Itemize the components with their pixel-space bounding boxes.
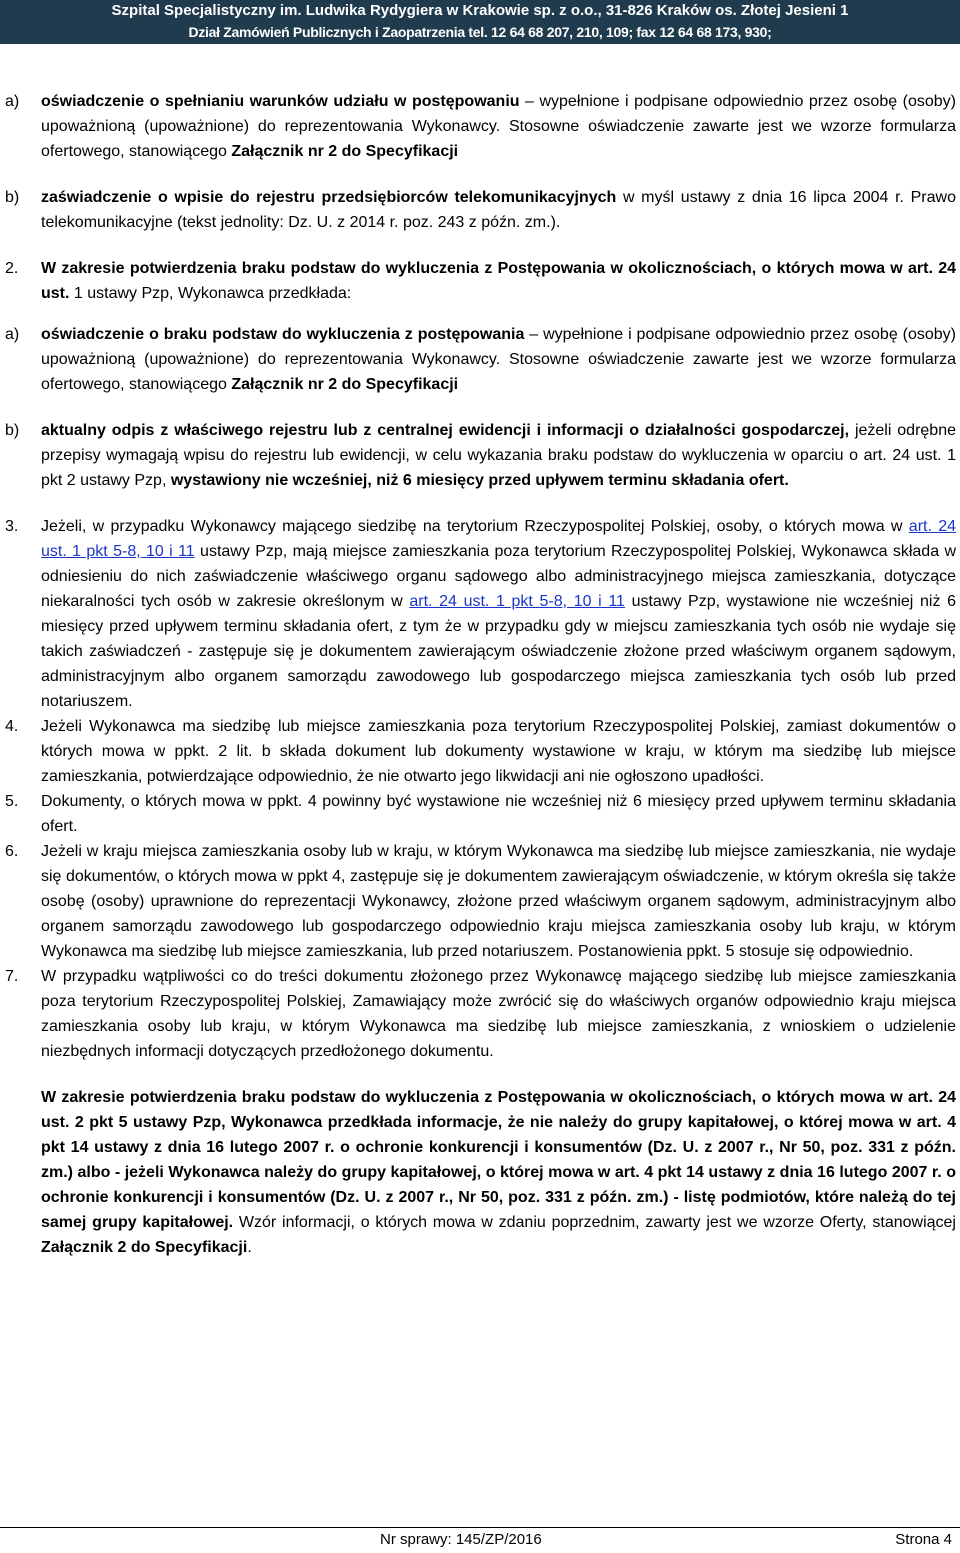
bold-text: oświadczenie o braku podstaw do wykluczenia z postępowania (41, 326, 525, 343)
bold-text: aktualny odpis z właściwego rejestru lub z centralnej ewidencji i informacji o działalności gospodarczej, (41, 422, 850, 439)
bold-text: Załącznik nr 2 do Specyfikacji (231, 143, 459, 160)
body-text: Dokumenty, o których mowa w ppkt. 4 powinny być wystawione nie wcześniej niż 6 miesięcy przed upływem terminu składania ofert. (41, 793, 956, 835)
list-marker: 6. (5, 843, 19, 860)
list-marker: 5. (5, 793, 19, 810)
list-marker: a) (5, 326, 20, 343)
list-marker: 7. (5, 968, 19, 985)
body-text: Wzór informacji, o których mowa w zdaniu poprzednim, zawarty jest we wzorze Oferty, stanowiącej (233, 1214, 956, 1231)
law-link[interactable]: art. 24 ust. 1 pkt 5-8, 10 i 11 (409, 593, 625, 610)
law-link[interactable]: art. 24 ust. 1 pkt 5-8, 10 i 11 (41, 518, 957, 560)
list-marker: 4. (5, 718, 19, 735)
body-text: W przypadku wątpliwości co do treści dokumentu złożonego przez Wykonawcę mającego siedzibę lub miejsce zamieszkania poza terytorium Rzeczypospolitej Polskiej, Zamawiający może zwrócić się do właściwych organów odpowiednio kraju miejsca zamieszkania osoby lub kraju, w którym Wykonawca ma siedzibę lub miejsce zamieszkania, z wnioskiem o udzielenie niezbędnych informacji dotyczących przedłożonego dokumentu. (41, 968, 956, 1060)
bold-text: W zakresie potwierdzenia braku podstaw do wykluczenia z Postępowania w okolicznościach, o których mowa w art. 24 ust. (41, 260, 956, 302)
section-6 (0, 839, 960, 964)
bold-text: W zakresie potwierdzenia braku podstaw do wykluczenia z Postępowania w okolicznościach, o których mowa w art. 24 ust. 2 pkt 5 ustawy Pzp, Wykonawca przedkłada informacje, że nie należy do grupy kapitałowej, o której mowa w art. 4 pkt 14 ustawy z dnia 16 lutego 2007 r. o ochronie konkurencji i konsumentów (Dz. U. z 2007 r., Nr 50, poz. 331 z późn. zm.) albo - jeżeli Wykonawca należy do grupy kapitałowej, o której mowa w art. 4 pkt 14 ustawy z dnia 16 lutego 2007 r. o ochronie konkurencji i konsumentów (Dz. U. z 2007 r., Nr 50, poz. 331 z późn. zm.) - listę podmiotów, które należą do tej samej grupy kapitałowej. (41, 1089, 956, 1231)
body-text: jeżeli odrębne przepisy wymagają wpisu do rejestru lub ewidencji, w celu wykazania braku podstaw do wykluczenia w oparciu o art. 24 ust. 1 pkt 2 ustawy Pzp, (41, 422, 956, 489)
body-text: – wypełnione i podpisane odpowiednio przez osobę (osoby) upoważnioną (upoważnione) do reprezentowania Wykonawcy. Stosowne oświadczenie zawarte jest we wzorze formularza ofertowego, stanowiącego (41, 93, 956, 160)
body-text: 1 ustawy Pzp, Wykonawca przedkłada: (69, 285, 352, 302)
body-text: Jeżeli, w przypadku Wykonawcy mającego siedzibę na terytorium Rzeczypospolitej Polskiej, osoby, o których mowa w (41, 518, 909, 535)
page-header (0, 0, 960, 44)
list-marker: 2. (5, 260, 19, 277)
list-item-a2 (0, 322, 960, 397)
list-marker: 3. (5, 518, 19, 535)
body-text: . (247, 1239, 252, 1256)
list-marker: b) (5, 189, 20, 206)
section-3 (0, 514, 960, 714)
body-text: – wypełnione i podpisane odpowiednio przez osobę (osoby) upoważnioną (upoważnione) do reprezentowania Wykonawcy. Stosowne oświadczenie zawarte jest we wzorze formularza ofertowego, stanowiącego (41, 326, 956, 393)
bold-text: oświadczenie o spełnianiu warunków udziału w postępowaniu (41, 93, 520, 110)
footer-divider (0, 1527, 960, 1528)
section-2 (0, 256, 960, 306)
bold-text: zaświadczenie o wpisie do rejestru przedsiębiorców telekomunikacyjnych (41, 189, 617, 206)
body-text: Jeżeli w kraju miejsca zamieszkania osoby lub w kraju, w którym Wykonawca ma siedzibę lub miejsce zamieszkania, nie wydaje się dokumentów, o których mowa w ppkt 4, zastępuje się je dokumentem zawierającym oświadczenie, w którym określa się także osobę (osoby) uprawnione do reprezentacji Wykonawcy, złożone przed właściwym organem sądowym, administracyjnym albo organem samorządu zawodowego lub gospodarczego odpowiednio kraju miejsca zamieszkania osoby lub kraju, w którym Wykonawca ma siedzibę lub miejsce zamieszkania, lub przed notariuszem. Postanowienia ppkt. 5 stosuje się odpowiednio. (41, 843, 956, 960)
body-text: ustawy Pzp, wystawione nie wcześniej niż 6 miesięcy przed upływem terminu składania ofert, z tym że w przypadku gdy w miejscu zamieszkania tych osób nie wydaje się takich zaświadczeń - zastępuje się je dokumentem zawierającym oświadczenie złożone przed właściwym organem sądowym, administracyjnym albo organem samorządu zawodowego lub gospodarczego miejsca zamieszkania tych osób lub przed notariuszem. (41, 593, 956, 710)
page-number: Strona 4 (895, 1531, 952, 1548)
header-institution: Szpital Specjalistyczny im. Ludwika Rydygiera w Krakowie sp. z o.o., 31-826 Kraków os. Złotej Jesieni 1 (111, 2, 849, 19)
body-text: w myśl ustawy z dnia 16 lipca 2004 r. Prawo telekomunikacyjne (tekst jednolity: Dz. U. z 2014 r. poz. 243 z późn. zm.). (41, 189, 956, 231)
list-item-a1 (0, 89, 960, 164)
body-text: ustawy Pzp, mają miejsce zamieszkania poza terytorium Rzeczypospolitej Polskiej, Wykonawca składa w odniesieniu do nich zaświadczenie właściwego organu sądowego albo administracyjnego miejsca zamieszkania, dotyczące niekaralności tych osób w zakresie określonym w (41, 543, 956, 610)
bold-text: Załącznik 2 do Specyfikacji (41, 1239, 248, 1256)
bold-text: wystawiony nie wcześniej, niż 6 miesięcy przed upływem terminu składania ofert. (170, 472, 789, 489)
section-4 (0, 714, 960, 789)
list-marker: b) (5, 422, 20, 439)
document-body (0, 89, 960, 1260)
section-7 (0, 964, 960, 1064)
body-text: Jeżeli Wykonawca ma siedzibę lub miejsce zamieszkania poza terytorium Rzeczypospolitej Polskiej, zamiast dokumentów o których mowa w ppkt. 2 lit. b składa dokument lub dokumenty wystawione w kraju, w którym ma siedzibę lub miejsce zamieszkania, potwierdzające odpowiednio, że nie otwarto jego likwidacji ani nie ogłoszono upadłości. (41, 718, 956, 785)
section-5 (0, 789, 960, 839)
list-item-b2 (0, 418, 960, 493)
capital-group-paragraph (0, 1085, 960, 1260)
bold-text: Załącznik nr 2 do Specyfikacji (231, 376, 459, 393)
list-marker: a) (5, 93, 20, 110)
header-department: Dział Zamówień Publicznych i Zaopatrzenia tel. 12 64 68 207, 210, 109; fax 12 64 68 173, 930; (188, 24, 772, 40)
list-item-b1 (0, 185, 960, 235)
case-number: Nr sprawy: 145/ZP/2016 (380, 1531, 542, 1548)
